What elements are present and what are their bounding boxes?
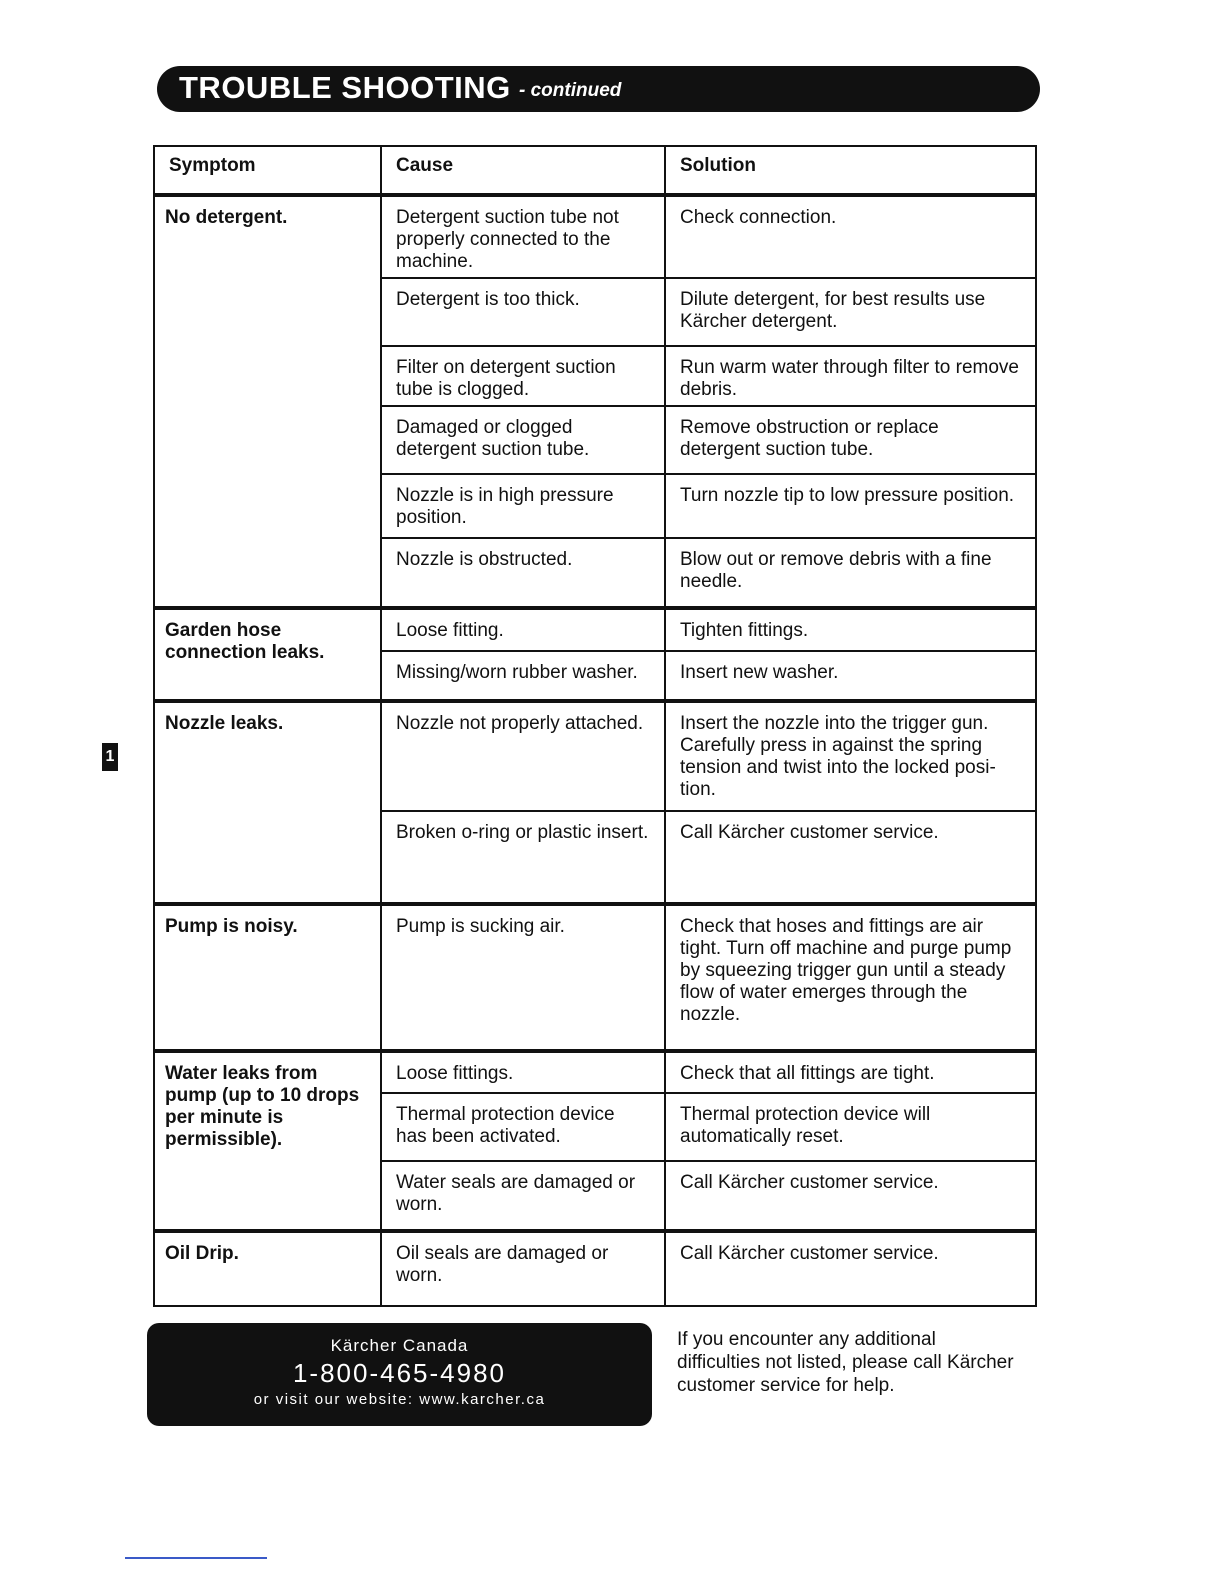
solution-cell: Check connection.: [665, 195, 1036, 278]
solution-cell: Check that all fittings are tight.: [665, 1051, 1036, 1093]
banner-title: TROUBLE SHOOTING: [179, 70, 511, 105]
cause-cell: Loose fitting.: [381, 608, 665, 651]
symptom-cell: Nozzle leaks.: [154, 701, 381, 904]
cause-cell: Nozzle not properly attached.: [381, 701, 665, 811]
banner-subtitle: - continued: [519, 80, 622, 101]
cause-cell: Broken o-ring or plastic insert.: [381, 811, 665, 904]
solution-cell: Call Kärcher customer service.: [665, 811, 1036, 904]
table-row: [154, 195, 1036, 278]
solution-cell: Run warm water through filter to remove debris.: [665, 346, 1036, 406]
solution-cell: Tighten fittings.: [665, 608, 1036, 651]
table-row: [154, 701, 1036, 811]
cause-cell: Damaged or clogged detergent suction tube.: [381, 406, 665, 474]
symptom-cell: Garden hose connection leaks.: [154, 608, 381, 701]
cause-cell: Missing/worn rubber washer.: [381, 651, 665, 701]
cause-cell: Oil seals are damaged or worn.: [381, 1231, 665, 1306]
section-banner: [157, 66, 1040, 112]
section-tab: 1: [102, 743, 118, 771]
cause-cell: Detergent suction tube not properly connected to the machine.: [381, 195, 665, 278]
phone-number: 1-800-465-4980: [292, 1358, 507, 1388]
header-cause: Cause: [381, 146, 665, 195]
solution-cell: Call Kärcher customer service.: [665, 1161, 1036, 1231]
table-row: [154, 608, 1036, 651]
cause-cell: Loose fittings.: [381, 1051, 665, 1093]
symptom-cell: Oil Drip.: [154, 1231, 381, 1306]
solution-cell: Dilute detergent, for best results use Kärcher detergent.: [665, 278, 1036, 346]
table-row: [154, 1051, 1036, 1093]
website-text: or visit our website: www.karcher.ca: [253, 1391, 546, 1408]
footer-rule: [125, 1557, 267, 1559]
contact-box: [147, 1323, 652, 1426]
cause-cell: Nozzle is obstructed.: [381, 538, 665, 608]
troubleshooting-table: [153, 145, 1037, 1307]
table-row: [154, 1231, 1036, 1306]
solution-cell: Insert the nozzle into the trigger gun. Carefully press in against the spring tension and twist into the locked posi-tion.: [665, 701, 1036, 811]
solution-cell: Check that hoses and fittings are air tight. Turn off machine and purge pump by squeezing trigger gun until a steady flow of water emerges through the nozzle.: [665, 904, 1036, 1051]
cause-cell: Detergent is too thick.: [381, 278, 665, 346]
company-name: Kärcher Canada: [330, 1336, 469, 1355]
cause-cell: Filter on detergent suction tube is clogged.: [381, 346, 665, 406]
cause-cell: Nozzle is in high pressure position.: [381, 474, 665, 538]
solution-cell: Thermal protection device will automatically reset.: [665, 1093, 1036, 1161]
table-header-row: [154, 146, 1036, 195]
symptom-cell: Water leaks from pump (up to 10 drops per minute is permissible).: [154, 1051, 381, 1231]
cause-cell: Pump is sucking air.: [381, 904, 665, 1051]
header-symptom: Symptom: [154, 146, 381, 195]
solution-cell: Call Kärcher customer service.: [665, 1231, 1036, 1306]
symptom-cell: Pump is noisy.: [154, 904, 381, 1051]
header-solution: Solution: [665, 146, 1036, 195]
cause-cell: Thermal protection device has been activated.: [381, 1093, 665, 1161]
symptom-cell: No detergent.: [154, 195, 381, 608]
solution-cell: Remove obstruction or replace detergent suction tube.: [665, 406, 1036, 474]
table-row: [154, 904, 1036, 1051]
solution-cell: Blow out or remove debris with a fine needle.: [665, 538, 1036, 608]
cause-cell: Water seals are damaged or worn.: [381, 1161, 665, 1231]
solution-cell: Turn nozzle tip to low pressure position.: [665, 474, 1036, 538]
solution-cell: Insert new washer.: [665, 651, 1036, 701]
help-text: If you encounter any additional difficulties not listed, please call Kärcher customer service for help.: [677, 1329, 1014, 1396]
